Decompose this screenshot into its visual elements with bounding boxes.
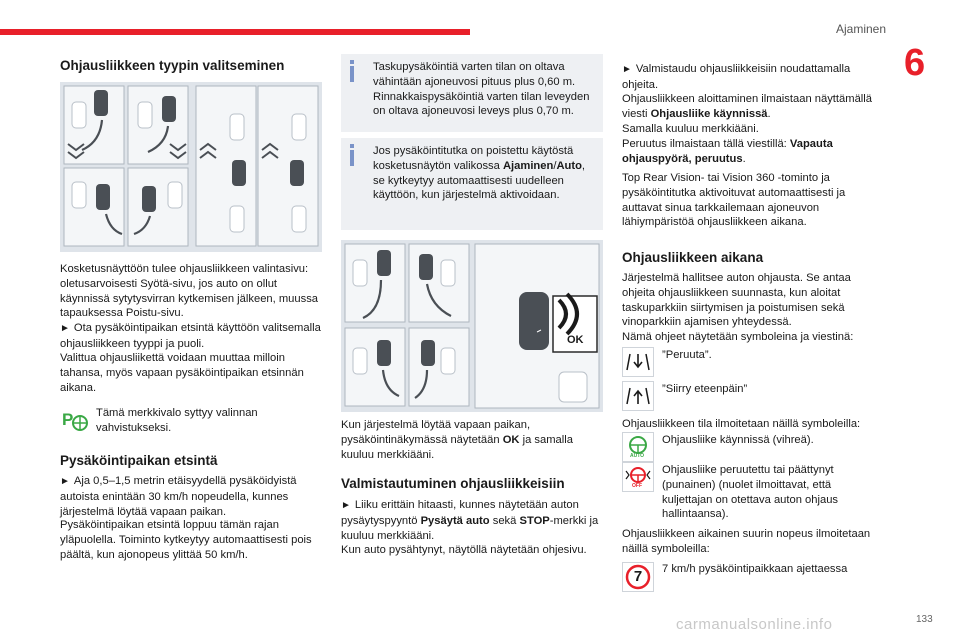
reverse-symbol-icon bbox=[622, 347, 654, 377]
page-number: 133 bbox=[916, 614, 933, 625]
para-stopped: Kun auto pysähtynyt, näytöllä näytetään ohjesivu. bbox=[341, 544, 587, 556]
para-reverse-message: Peruutus ilmaistaan tällä viestillä: Vapauta ohjauspyörä, peruutus. bbox=[622, 138, 833, 165]
para-indicator-note: Tämä merkkivalo syttyy valinnan vahvistukseksi. bbox=[96, 407, 258, 434]
svg-text:P: P bbox=[62, 410, 74, 429]
heading-select-maneuver: Ohjausliikkeen tyypin valitseminen bbox=[60, 58, 285, 73]
reverse-symbol-label: ”Peruuta”. bbox=[662, 349, 712, 361]
section-title: Ajaminen bbox=[836, 22, 887, 36]
maneuver-type-illustration bbox=[60, 82, 322, 252]
para-status-intro: Ohjausliikkeen tila ilmoitetaan näillä symboleilla: bbox=[622, 418, 861, 430]
bullet-arrow-icon: ► bbox=[60, 323, 70, 334]
chapter-number: 6 bbox=[904, 42, 926, 84]
heading-prepare-maneuver: Valmistautuminen ohjausliikkeisiin bbox=[341, 476, 565, 491]
ok-label: OK bbox=[567, 334, 584, 346]
maneuver-diagram-svg bbox=[60, 82, 322, 252]
heading-space-search: Pysäköintipaikan etsintä bbox=[60, 453, 218, 468]
bullet-arrow-icon: ► bbox=[622, 64, 632, 75]
para-search-limit: Pysäköintipaikan etsintä loppuu tämän rajan yläpuolella. Toiminto kytkeytyy automaattisesti pois päältä, kun ajonopeus ylittää 50 km/h. bbox=[60, 519, 312, 561]
heading-during-maneuver: Ohjausliikkeen aikana bbox=[622, 250, 764, 265]
para-space-found: Kun järjestelmä löytää vapaan paikan, pysäköintinäkymässä näytetään OK ja samalla kuuluu merkkiääni. bbox=[341, 419, 573, 461]
maneuver-active-label: Ohjausliike käynnissä (vihreä). bbox=[662, 434, 814, 446]
maneuver-cancelled-icon: OFF bbox=[622, 462, 654, 492]
speed-limit-label: 7 km/h pysäköintipaikkaan ajettaessa bbox=[662, 563, 848, 575]
info-box-radar-reactivation: Jos pysäköintitutka on poistettu käytöstä kosketusnäytön valikossa Ajaminen/Auto, se kytkeytyy automaattisesti uudelleen käyttöön, kun järjestelmä aktivoidaan. bbox=[341, 138, 603, 230]
maneuver-cancelled-label: Ohjausliike peruutettu tai päättynyt (punainen) (nuolet ilmoittavat, että kuljettajan on otettava auton ohjaus hallintaansa). bbox=[662, 464, 839, 521]
para-activate-search: ► Ota pysäköintipaikan etsintä käyttöön valitsemalla ohjausliikkeen tyyppi ja puoli. bbox=[60, 322, 321, 350]
forward-symbol-label: ”Siirry eteenpäin” bbox=[662, 383, 748, 395]
para-max-speed: Ohjausliikkeen aikainen suurin nopeus ilmoitetaan näillä symboleilla: bbox=[622, 528, 871, 555]
para-system-steering: Järjestelmä hallitsee auton ohjausta. Se antaa ohjeita ohjausliikkeen suunnasta, kun aloitat taskuparkkiin siirtymisen ja poistumisen sekä vinoparkkiin ajamisen yhteydessä. bbox=[622, 272, 851, 329]
maneuver-active-icon: AUTO bbox=[622, 432, 654, 462]
forward-symbol-icon bbox=[622, 381, 654, 411]
bullet-arrow-icon: ► bbox=[341, 500, 351, 511]
para-prepare-instructions: ► Valmistaudu ohjausliikkeisiin noudattamalla ohjeita. bbox=[622, 63, 851, 91]
info-icon bbox=[347, 144, 357, 166]
parking-indicator-icon bbox=[60, 406, 90, 434]
para-vision-360: Top Rear Vision- tai Vision 360 -tominto ja pysäköintitutka aktivoituvat automaattisesti ja auttavat sinua tarkkailemaan ajoneuvon lähiympäristöä ohjausliikkeen aikana. bbox=[622, 172, 846, 229]
watermark: carmanualsonline.info bbox=[676, 616, 833, 633]
para-move-slowly: ► Liiku erittäin hitaasti, kunnes näytetään auton pysäytyspyyntö Pysäytä auto sekä STOP-merkki ja kuuluu merkkiääni. bbox=[341, 499, 599, 542]
bullet-arrow-icon: ► bbox=[60, 476, 70, 487]
info-icon bbox=[347, 60, 357, 82]
info-box-space-requirements: Taskupysäköintiä varten tilan on oltava vähintään ajoneuvosi pituus plus 0,60 m. Rinnakkaispysäköintiä varten tilan leveyden on oltava ajoneuvosi leveys plus 0,70 m. bbox=[341, 54, 603, 132]
parking-space-found-illustration bbox=[341, 240, 603, 412]
para-selection-page: Kosketusnäyttöön tulee ohjausliikkeen valintasivu: oletusarvoisesti Syötä-sivu, jos auto on ollut käynnissä sytytysvirran kytkemisen jälkeen, muussa tapauksessa Poistu-sivu. bbox=[60, 263, 319, 320]
para-symbols-intro: Nämä ohjeet näytetään symboleina ja viestinä: bbox=[622, 331, 854, 343]
para-drive-distance: ► Aja 0,5–1,5 metrin etäisyydellä pysäköidyistä autoista enintään 30 km/h nopeudella, kunnes järjestelmä löytää vapaan paikan. bbox=[60, 475, 297, 518]
para-start-message: Ohjausliikkeen aloittaminen ilmaistaan näyttämällä viesti Ohjausliike käynnissä. bbox=[622, 93, 872, 120]
para-change-maneuver: Valittua ohjausliikettä voidaan muuttaa milloin tahansa, myös vapaan pysäköintipaikan etsinnän aikana. bbox=[60, 352, 304, 394]
speed-limit-icon: 7 bbox=[622, 562, 654, 592]
header-accent-bar bbox=[0, 29, 470, 35]
para-beep: Samalla kuuluu merkkiääni. bbox=[622, 123, 759, 135]
space-found-diagram-svg bbox=[341, 240, 603, 412]
